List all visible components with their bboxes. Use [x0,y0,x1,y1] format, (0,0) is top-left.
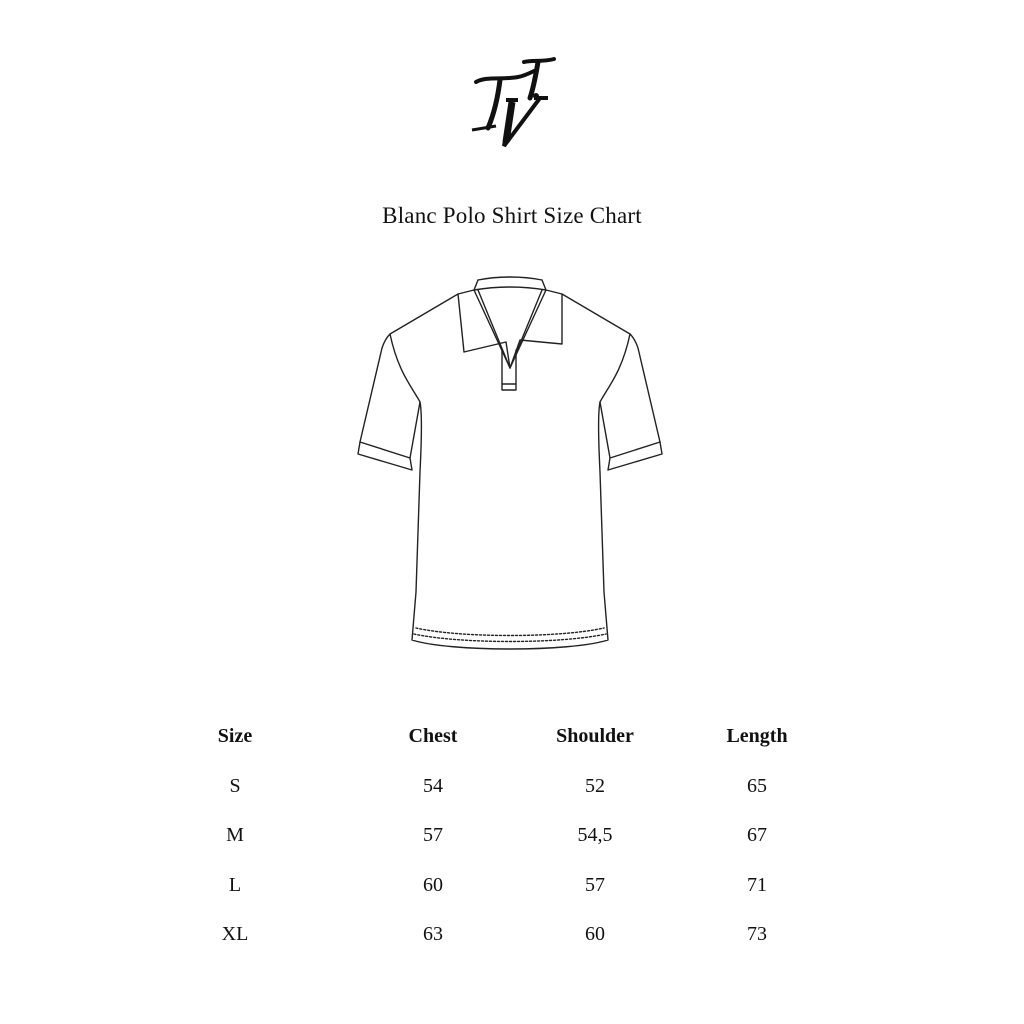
size-chart-table [150,712,870,960]
size-cell: S [229,774,241,797]
size-cell: M [226,824,244,847]
tv-monogram-logo [462,56,562,152]
length-cell: 73 [747,923,767,946]
chest-cell: 57 [423,824,443,847]
shoulder-cell: 60 [585,923,605,946]
size-cell: L [228,873,242,896]
column-header-size: Size [217,725,253,748]
size-cell: XL [221,923,249,946]
table-row [150,861,870,911]
table-row [150,811,870,861]
page-title: Blanc Polo Shirt Size Chart [382,203,642,228]
column-header-chest: Chest [408,725,458,748]
shoulder-cell: 54,5 [577,824,613,847]
length-cell: 65 [747,774,767,797]
shoulder-cell: 57 [585,873,605,896]
shoulder-cell: 52 [585,774,605,797]
chest-cell: 63 [423,923,443,946]
length-cell: 67 [747,824,767,847]
table-header-row [150,712,870,762]
table-row [150,762,870,812]
column-header-length: Length [726,725,788,748]
table-row [150,910,870,960]
chest-cell: 54 [423,774,443,797]
length-cell: 71 [747,873,767,896]
polo-shirt-icon [350,272,670,672]
chest-cell: 60 [423,873,443,896]
column-header-shoulder: Shoulder [556,725,634,748]
